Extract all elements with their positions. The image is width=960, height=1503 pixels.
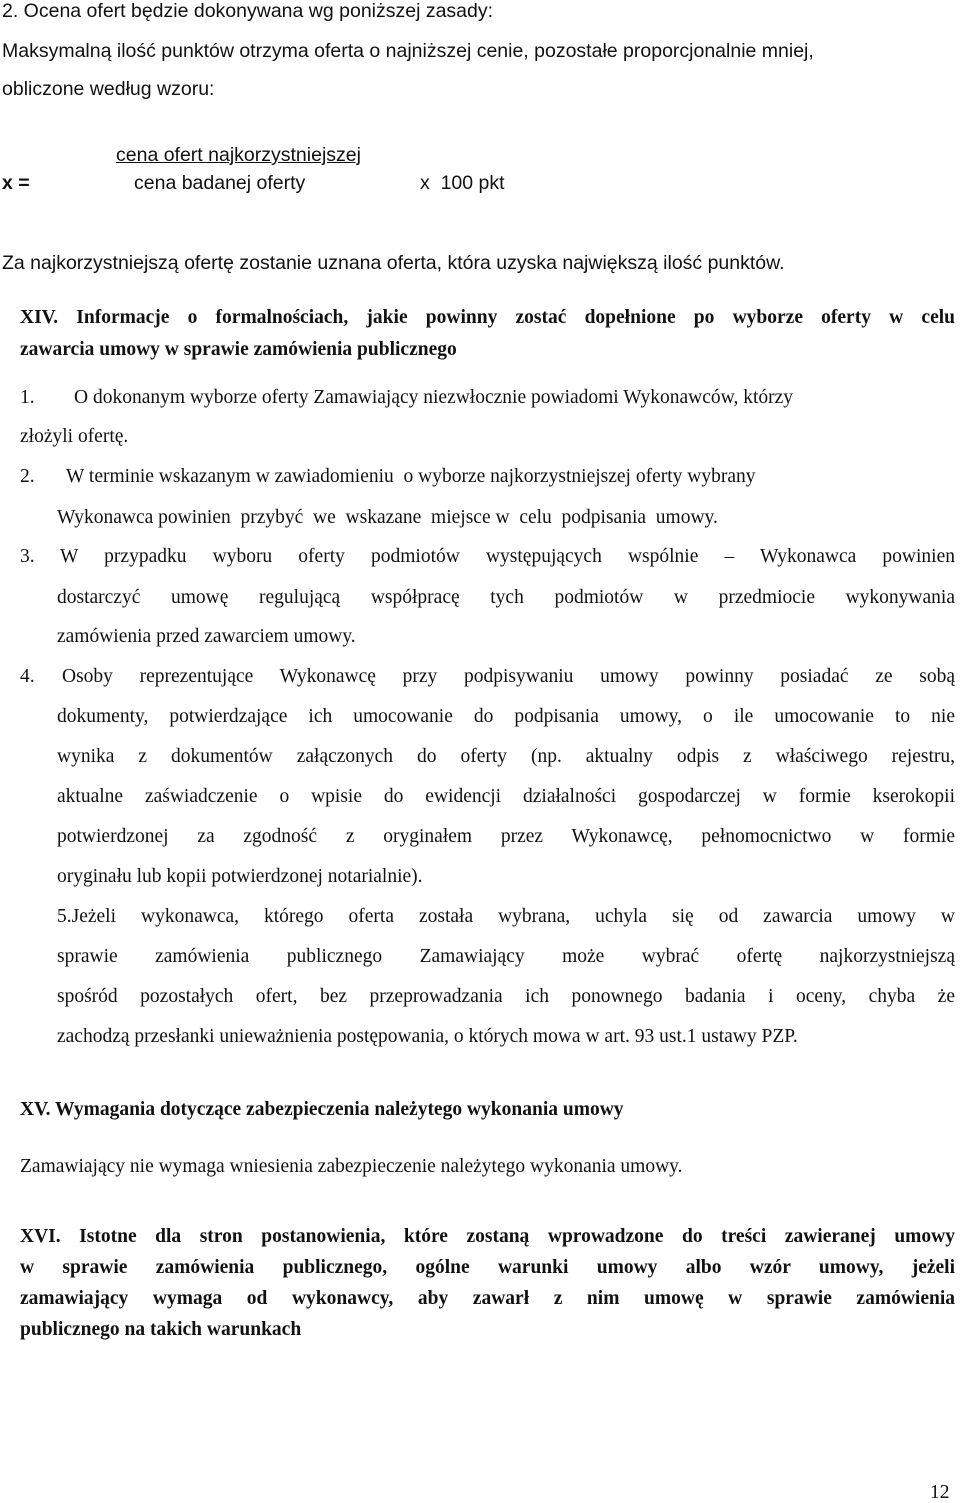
item-3-line-3: zamówienia przed zawarciem umowy.: [57, 626, 356, 647]
section-xvi-title-line-4: publicznego na takich warunkach: [20, 1319, 302, 1340]
formula-multiplier: x 100 pkt: [420, 172, 505, 194]
section-xiv-title-line-2: zawarcia umowy w sprawie zamówienia publicznego: [20, 339, 457, 360]
item-2-number: 2.: [20, 466, 35, 487]
item-3-line-2: dostarczyć umowę regulującą współpracę tych podmiotów w przedmiocie wykonywania: [57, 587, 955, 608]
item-4-line-1: Osoby reprezentujące Wykonawcę przy podpisywaniu umowy powinny posiadać ze sobą: [62, 666, 955, 687]
item-4-number: 4.: [20, 666, 35, 687]
item-5-line-4: zachodzą przesłanki unieważnienia postępowania, o których mowa w art. 93 ust.1 ustawy PZP.: [57, 1026, 798, 1047]
section-xvi-title-line-2: w sprawie zamówienia publicznego, ogólne warunki umowy albo wzór umowy, jeżeli: [20, 1257, 955, 1278]
section-xv-text: Zamawiający nie wymaga wniesienia zabezpieczenie należytego wykonania umowy.: [20, 1156, 683, 1177]
item-5-line-2: sprawie zamówienia publicznego Zamawiający może wybrać ofertę najkorzystniejszą: [57, 946, 955, 967]
item-4-line-4: aktualne zaświadczenie o wpisie do ewidencji działalności gospodarczej w formie kserokopii: [57, 786, 955, 807]
item-1-line-2: złożyli ofertę.: [20, 426, 129, 447]
item-3-number: 3.: [20, 546, 35, 567]
item-5-line-3: spośród pozostałych ofert, bez przeprowadzania ich ponownego badania i oceny, chyba że: [57, 986, 955, 1007]
section-2-line-2: obliczone według wzoru:: [2, 78, 215, 100]
section-xvi-title-line-3: zamawiający wymaga od wykonawcy, aby zawarł z nim umowę w sprawie zamówienia: [20, 1288, 955, 1309]
item-4-line-6: oryginału lub kopii potwierdzonej notarialnie).: [57, 866, 423, 887]
section-xvi-title-line-1: XVI. Istotne dla stron postanowienia, które zostaną wprowadzone do treści zawieranej umowy: [20, 1226, 955, 1247]
item-4-line-3: wynika z dokumentów załączonych do oferty (np. aktualny odpis z właściwego rejestru,: [57, 746, 955, 767]
item-1-number: 1.: [20, 387, 35, 408]
section-xiv-title-line-1: XIV. Informacje o formalnościach, jakie powinny zostać dopełnione po wyborze oferty w celu: [20, 307, 955, 328]
section-2-conclusion: Za najkorzystniejszą ofertę zostanie uznana oferta, która uzyska największą ilość punktów.: [2, 252, 785, 274]
item-2-line-2: Wykonawca powinien przybyć we wskazane miejsce w celu podpisania umowy.: [57, 507, 718, 528]
page-number: 12: [930, 1482, 950, 1503]
section-xv-title: XV. Wymagania dotyczące zabezpieczenia należytego wykonania umowy: [20, 1099, 624, 1120]
item-4-line-2: dokumenty, potwierdzające ich umocowanie do podpisania umowy, o ile umocowanie to nie: [57, 706, 955, 727]
item-1-line-1: O dokonanym wyborze oferty Zamawiający niezwłocznie powiadomi Wykonawców, którzy: [74, 387, 794, 408]
item-5-line-1: 5.Jeżeli wykonawca, którego oferta została wybrana, uchyla się od zawarcia umowy w: [57, 906, 955, 927]
formula-denominator: cena badanej oferty: [134, 172, 306, 194]
item-3-line-1: W przypadku wyboru oferty podmiotów występujących wspólnie – Wykonawca powinien: [60, 546, 955, 567]
section-2-heading: 2. Ocena ofert będzie dokonywana wg poniższej zasady:: [2, 0, 494, 22]
item-2-line-1: W terminie wskazanym w zawiadomieniu o wyborze najkorzystniejszej oferty wybrany: [66, 466, 756, 487]
formula-numerator: cena ofert najkorzystniejszej: [116, 144, 361, 166]
formula-lhs: x =: [2, 172, 30, 194]
item-4-line-5: potwierdzonej za zgodność z oryginałem przez Wykonawcę, pełnomocnictwo w formie: [57, 826, 955, 847]
section-2-line-1: Maksymalną ilość punktów otrzyma oferta o najniższej cenie, pozostałe proporcjonalnie mniej,: [2, 40, 814, 62]
